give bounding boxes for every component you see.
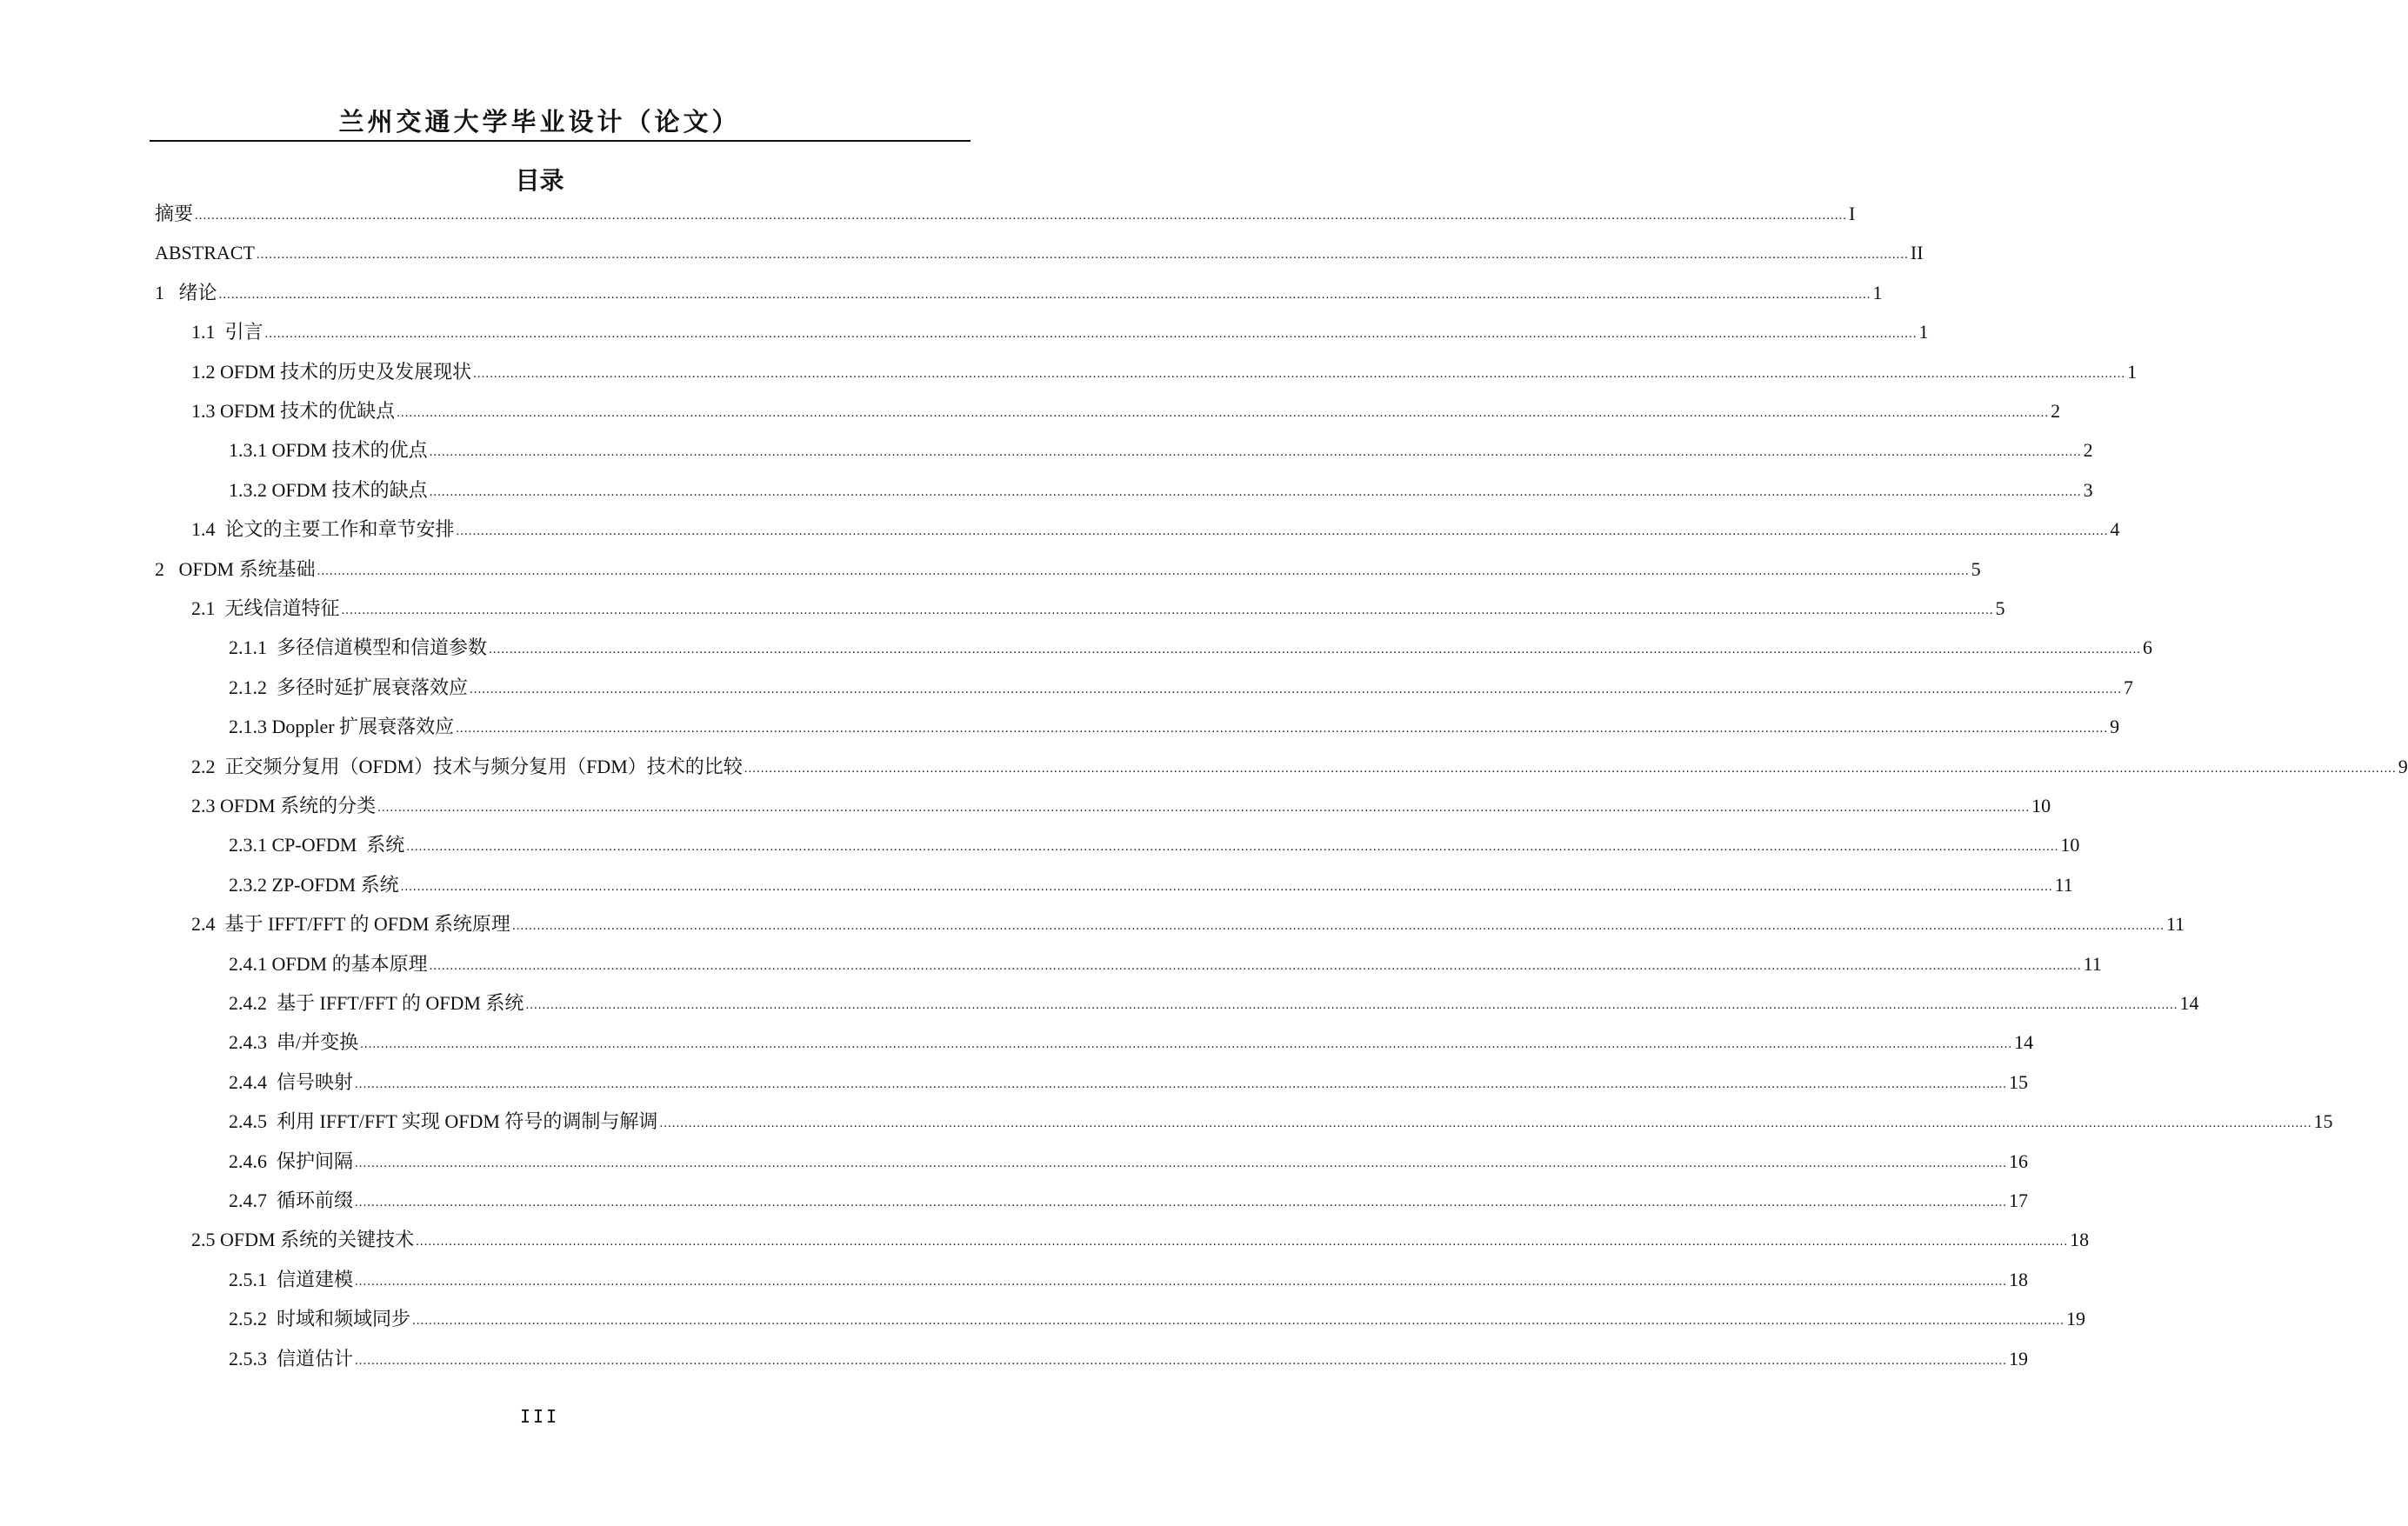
toc-leader-dots: ................................................................................................................................................................................................................................................................................................................................................................................................................ xyxy=(429,484,2082,499)
toc-entry-label: 1.2 OFDM 技术的历史及发展现状 xyxy=(191,360,472,383)
toc-entry-page: 1 xyxy=(2127,360,2138,383)
toc-entry[interactable] xyxy=(191,355,2138,384)
toc-entry[interactable] xyxy=(229,868,2073,897)
toc-entry-page: 7 xyxy=(2124,676,2134,698)
toc-entry-label: 2.4.2 基于 IFFT/FFT 的 OFDM 系统 xyxy=(229,992,524,1014)
toc-entry-label: 2.5.1 信道建模 xyxy=(229,1268,354,1290)
toc-entry-page: 9 xyxy=(2110,716,2120,738)
toc-entry-page: 10 xyxy=(2060,834,2080,856)
toc-entry-label: 2.1.2 多径时延扩展衰落效应 xyxy=(229,676,469,698)
toc-entry[interactable] xyxy=(229,1104,2333,1134)
toc-leader-dots: ................................................................................................................................................................................................................................................................................................................................................................................................................ xyxy=(400,879,2053,894)
toc-entry[interactable] xyxy=(155,197,1856,226)
toc-entry[interactable] xyxy=(229,1302,2086,1331)
toc-leader-dots: ................................................................................................................................................................................................................................................................................................................................................................................................................ xyxy=(429,958,2082,973)
toc-entry-label: 1.3 OFDM 技术的优缺点 xyxy=(191,400,396,422)
toc-entry[interactable] xyxy=(229,473,2093,503)
toc-entry-label: 2.4 基于 IFFT/FFT 的 OFDM 系统原理 xyxy=(191,913,510,936)
page-number: III xyxy=(519,1406,560,1427)
toc-entry-label: 摘要 xyxy=(155,203,194,224)
toc-entry-label: 1.4 论文的主要工作和章节安排 xyxy=(191,518,455,541)
toc-entry-label: 1.1 引言 xyxy=(191,321,263,343)
toc-entry[interactable] xyxy=(191,907,2185,936)
toc-entry-label: 1.3.1 OFDM 技术的优点 xyxy=(229,439,428,462)
toc-leader-dots: ................................................................................................................................................................................................................................................................................................................................................................................................................ xyxy=(456,524,2109,539)
toc-entry[interactable] xyxy=(191,789,2051,818)
toc-entry[interactable] xyxy=(191,1223,2090,1252)
toc-leader-dots: ................................................................................................................................................................................................................................................................................................................................................................................................................ xyxy=(355,1353,2008,1368)
toc-entry-page: 5 xyxy=(1971,557,1981,580)
toc-leader-dots: ................................................................................................................................................................................................................................................................................................................................................................................................................ xyxy=(397,406,2050,420)
toc-entry-page: 14 xyxy=(2179,992,2199,1014)
toc-entry[interactable] xyxy=(229,1144,2029,1174)
toc-entry[interactable] xyxy=(229,828,2080,857)
toc-entry[interactable] xyxy=(155,236,1924,265)
toc-entry-label: 2.5.2 时域和频域同步 xyxy=(229,1308,411,1330)
toc-leader-dots: ................................................................................................................................................................................................................................................................................................................................................................................................................ xyxy=(218,287,1871,302)
toc-entry-label: 2.1.3 Doppler 扩展衰落效应 xyxy=(229,716,455,738)
header-rule xyxy=(150,140,971,142)
toc-leader-dots: ................................................................................................................................................................................................................................................................................................................................................................................................................ xyxy=(525,998,2178,1012)
toc-entry-label: 2.2 正交频分复用（OFDM）技术与频分复用（FDM）技术的比较 xyxy=(191,755,743,777)
toc-entry-page: 10 xyxy=(2031,795,2051,816)
toc-entry[interactable] xyxy=(191,750,2408,779)
toc-entry-label: 2.4.4 信号映射 xyxy=(229,1070,354,1093)
toc-entry-page: 6 xyxy=(2143,636,2153,659)
toc-entry-label: 1 绪论 xyxy=(155,281,217,303)
toc-leader-dots: ................................................................................................................................................................................................................................................................................................................................................................................................................ xyxy=(355,1156,2008,1170)
toc-leader-dots: ................................................................................................................................................................................................................................................................................................................................................................................................................ xyxy=(470,682,2123,696)
toc-leader-dots: ................................................................................................................................................................................................................................................................................................................................................................................................................ xyxy=(429,445,2082,460)
toc-leader-dots: ................................................................................................................................................................................................................................................................................................................................................................................................................ xyxy=(406,840,2059,855)
toc-leader-dots: ................................................................................................................................................................................................................................................................................................................................................................................................................ xyxy=(659,1116,2312,1131)
toc-entry[interactable] xyxy=(229,1342,2029,1371)
toc-entry[interactable] xyxy=(229,710,2120,739)
toc-leader-dots: ................................................................................................................................................................................................................................................................................................................................................................................................................ xyxy=(744,761,2397,776)
toc-entry-page: 17 xyxy=(2009,1189,2029,1211)
toc-entry-page: 18 xyxy=(2070,1229,2090,1251)
toc-entry-page: I xyxy=(1849,203,1856,224)
toc-leader-dots: ................................................................................................................................................................................................................................................................................................................................................................................................................ xyxy=(355,1274,2008,1289)
toc-entry-page: 4 xyxy=(2110,518,2120,541)
toc-entry[interactable] xyxy=(229,1025,2034,1055)
toc-entry[interactable] xyxy=(229,947,2102,976)
toc-leader-dots: ................................................................................................................................................................................................................................................................................................................................................................................................................ xyxy=(416,1235,2069,1249)
toc-entry-page: 2 xyxy=(2083,439,2093,462)
toc-entry-label: 2.5 OFDM 系统的关键技术 xyxy=(191,1229,415,1251)
toc-entry-page: 18 xyxy=(2009,1268,2029,1290)
toc-leader-dots: ................................................................................................................................................................................................................................................................................................................................................................................................................ xyxy=(377,801,2031,815)
toc-entry-page: 16 xyxy=(2009,1149,2029,1172)
toc-entry[interactable] xyxy=(191,512,2120,542)
toc-entry-label: 2.3.2 ZP-OFDM 系统 xyxy=(229,873,399,896)
toc-entry-label: 2.1.1 多径信道模型和信道参数 xyxy=(229,636,488,659)
toc-entry-page: 15 xyxy=(2313,1110,2333,1133)
toc-entry-page: II xyxy=(1910,242,1924,264)
toc-leader-dots: ................................................................................................................................................................................................................................................................................................................................................................................................................ xyxy=(341,603,1994,617)
toc-leader-dots: ................................................................................................................................................................................................................................................................................................................................................................................................................ xyxy=(256,248,1909,263)
toc-entry[interactable] xyxy=(229,1065,2029,1095)
toc-entry-page: 19 xyxy=(2066,1308,2086,1330)
toc-entry-label: 2.3 OFDM 系统的分类 xyxy=(191,795,377,816)
toc-entry[interactable] xyxy=(191,591,2005,621)
toc-entry-label: 2.4.6 保护间隔 xyxy=(229,1149,354,1172)
toc-entry-page: 1 xyxy=(1872,281,1883,303)
toc-leader-dots: ................................................................................................................................................................................................................................................................................................................................................................................................................ xyxy=(355,1196,2008,1209)
toc-entry-label: 2.1 无线信道特征 xyxy=(191,597,340,619)
toc-entry-page: 11 xyxy=(2054,873,2073,896)
toc-leader-dots: ................................................................................................................................................................................................................................................................................................................................................................................................................ xyxy=(360,1037,2013,1052)
toc-entry[interactable] xyxy=(229,986,2199,1016)
toc-entry-label: 2 OFDM 系统基础 xyxy=(155,557,316,580)
toc-entry-page: 14 xyxy=(2014,1031,2034,1054)
running-header-title: 兰州交通大学毕业设计（论文） xyxy=(338,107,741,137)
toc-entry[interactable] xyxy=(155,276,1883,305)
toc-entry-page: 15 xyxy=(2009,1070,2029,1093)
toc-entry[interactable] xyxy=(229,433,2093,463)
toc-leader-dots: ................................................................................................................................................................................................................................................................................................................................................................................................................ xyxy=(355,1076,2008,1091)
toc-entry[interactable] xyxy=(229,670,2134,700)
toc-entry-label: 2.4.5 利用 IFFT/FFT 实现 OFDM 符号的调制与解调 xyxy=(229,1110,658,1133)
toc-entry[interactable] xyxy=(229,1183,2029,1213)
toc-entry-page: 11 xyxy=(2165,913,2185,936)
toc-entry-page: 3 xyxy=(2083,478,2093,501)
toc-leader-dots: ................................................................................................................................................................................................................................................................................................................................................................................................................ xyxy=(317,563,1970,578)
toc-leader-dots: ................................................................................................................................................................................................................................................................................................................................................................................................................ xyxy=(473,366,2126,381)
toc-leader-dots: ................................................................................................................................................................................................................................................................................................................................................................................................................ xyxy=(412,1314,2065,1329)
toc-entry-page: 2 xyxy=(2051,400,2061,422)
toc-entry-label: 1.3.2 OFDM 技术的缺点 xyxy=(229,478,428,501)
toc-entry[interactable] xyxy=(229,630,2153,660)
toc-leader-dots: ................................................................................................................................................................................................................................................................................................................................................................................................................ xyxy=(511,919,2165,934)
toc-entry-page: 1 xyxy=(1918,321,1929,343)
toc-entry-label: 2.3.1 CP-OFDM 系统 xyxy=(229,834,405,856)
toc-entry-label: 2.4.1 OFDM 的基本原理 xyxy=(229,952,428,975)
toc-entry-page: 11 xyxy=(2083,952,2102,975)
toc-entry[interactable] xyxy=(191,394,2061,423)
toc-entry-page: 5 xyxy=(1995,597,2005,619)
toc-leader-dots: ................................................................................................................................................................................................................................................................................................................................................................................................................ xyxy=(264,327,1918,342)
toc-entry-page: 9 xyxy=(2398,755,2408,777)
toc-leader-dots: ................................................................................................................................................................................................................................................................................................................................................................................................................ xyxy=(195,209,1848,223)
toc-entry[interactable] xyxy=(155,552,1981,582)
toc-leader-dots: ................................................................................................................................................................................................................................................................................................................................................................................................................ xyxy=(456,722,2109,736)
toc-entry[interactable] xyxy=(229,1263,2029,1292)
toc-entry-label: 2.4.3 串/并变换 xyxy=(229,1031,359,1054)
toc-entry[interactable] xyxy=(191,315,1929,344)
toc-entry-label: 2.5.3 信道估计 xyxy=(229,1347,354,1369)
toc-entry-label: ABSTRACT xyxy=(155,242,255,264)
toc-leader-dots: ................................................................................................................................................................................................................................................................................................................................................................................................................ xyxy=(489,643,2142,657)
toc-entry-page: 19 xyxy=(2009,1347,2029,1369)
toc-title: 目录 xyxy=(515,166,564,195)
toc-entry-label: 2.4.7 循环前缀 xyxy=(229,1189,354,1211)
